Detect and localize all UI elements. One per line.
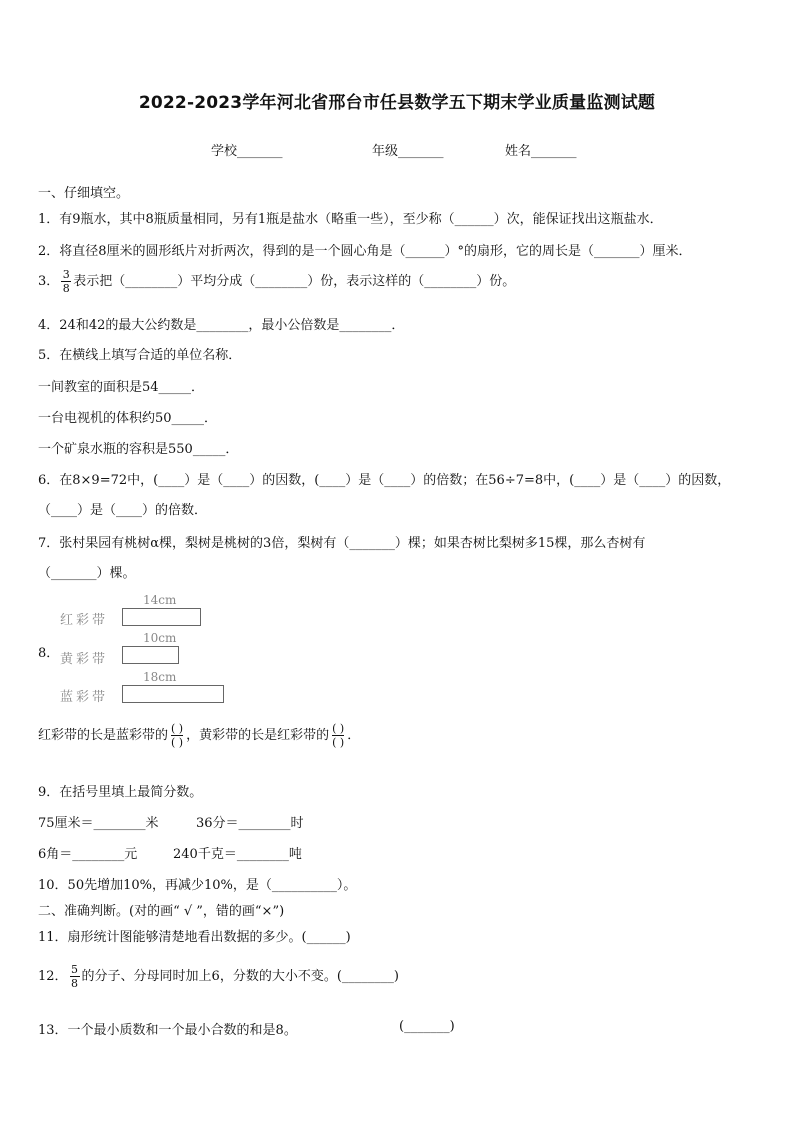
question-9a: 75厘米＝________米 [38,816,159,831]
denominator-blank[interactable]: ( ) [171,736,184,749]
tape-length-yellow: 10cm [143,631,177,645]
section-heading: 二、准确判断。(对的画“ √ ”，错的画“×”) [38,904,285,919]
denominator: 8 [62,282,70,295]
denominator-blank[interactable]: ( ) [332,736,345,749]
fraction-blank[interactable] [171,722,183,749]
tape-label-blue: 蓝彩带 [60,690,109,705]
question-5b: 一台电视机的体积约50_____． [38,411,218,426]
fraction [70,963,80,990]
question-1: 1．有9瓶水，其中8瓶质量相同，另有1瓶是盐水（略重一些），至少称（______）次，能保证找出这瓶盐水． [38,212,663,227]
question-8-number: 8． [38,646,60,661]
answer-blank[interactable]: (_______) [399,1019,455,1034]
fraction [61,268,71,295]
numerator-blank[interactable]: ( ) [171,722,184,735]
page-title: 2022-2023学年河北省邢台市任县数学五下期末学业质量监测试题 [138,93,656,113]
question-number: 12． [38,969,68,984]
tape-label-red: 红彩带 [60,613,109,628]
question-3 [38,268,515,295]
grade-field: 年级_______ [372,144,444,159]
blue-ribbon-bar [122,685,224,703]
tape-label-yellow: 黄彩带 [60,652,109,667]
question-7-cont: （_______）棵。 [38,566,136,581]
yellow-ribbon-bar [122,646,179,664]
numerator: 3 [62,268,70,281]
question-2: 2．将直径8厘米的圆形纸片对折两次，得到的是一个圆心角是（______）°的扇形，它的周长是（_______）厘米． [38,244,692,259]
question-9b: 36分＝________时 [196,816,304,831]
question-6-cont: （____）是（____）的倍数． [38,503,208,518]
question-5a: 一间教室的面积是54_____． [38,380,205,395]
question-13: 13．一个最小质数和一个最小合数的和是8。 [38,1023,297,1038]
tape-length-blue: 18cm [143,670,177,684]
tape-length-red: 14cm [143,593,177,607]
question-text: ． [347,728,361,743]
red-ribbon-bar [122,608,201,626]
question-9: 9．在括号里填上最简分数。 [38,785,203,800]
question-9d: 240千克＝________吨 [173,847,302,862]
question-8-text [38,722,360,749]
question-9c: 6角＝________元 [38,847,138,862]
question-7: 7．张村果园有桃树α棵，梨树是桃树的3倍，梨树有（_______）棵；如果杏树比梨树多15棵，那么杏树有 [38,536,646,551]
question-5: 5．在横线上填写合适的单位名称． [38,348,242,363]
fraction-blank[interactable] [332,722,344,749]
question-number: 3． [38,274,60,289]
question-4: 4．24和42的最大公约数是________，最小公倍数是________． [38,318,405,333]
question-text: ，黄彩带的长是红彩带的 [186,728,330,743]
question-text: 的分子、分母同时加上6，分数的大小不变。(________) [81,969,399,984]
school-field: 学校_______ [211,144,283,159]
question-10: 10．50先增加10%，再减少10%，是（__________）。 [38,878,357,893]
question-text: 红彩带的长是蓝彩带的 [38,728,169,743]
question-5c: 一个矿泉水瓶的容积是550_____． [38,442,239,457]
question-text: 表示把（________）平均分成（________）份，表示这样的（________）份。 [73,274,516,289]
numerator-blank[interactable]: ( ) [332,722,345,735]
numerator: 5 [71,963,79,976]
question-6: 6．在8×9=72中，(____）是（____）的因数，(____）是（____）的倍数；在56÷7=8中，(____）是（____）的因数， [38,473,731,488]
question-11: 11．扇形统计图能够清楚地看出数据的多少。(______) [38,930,351,945]
section-heading: 一、仔细填空。 [38,186,130,201]
denominator: 8 [71,977,79,990]
question-12 [38,963,399,990]
name-field: 姓名_______ [505,144,577,159]
